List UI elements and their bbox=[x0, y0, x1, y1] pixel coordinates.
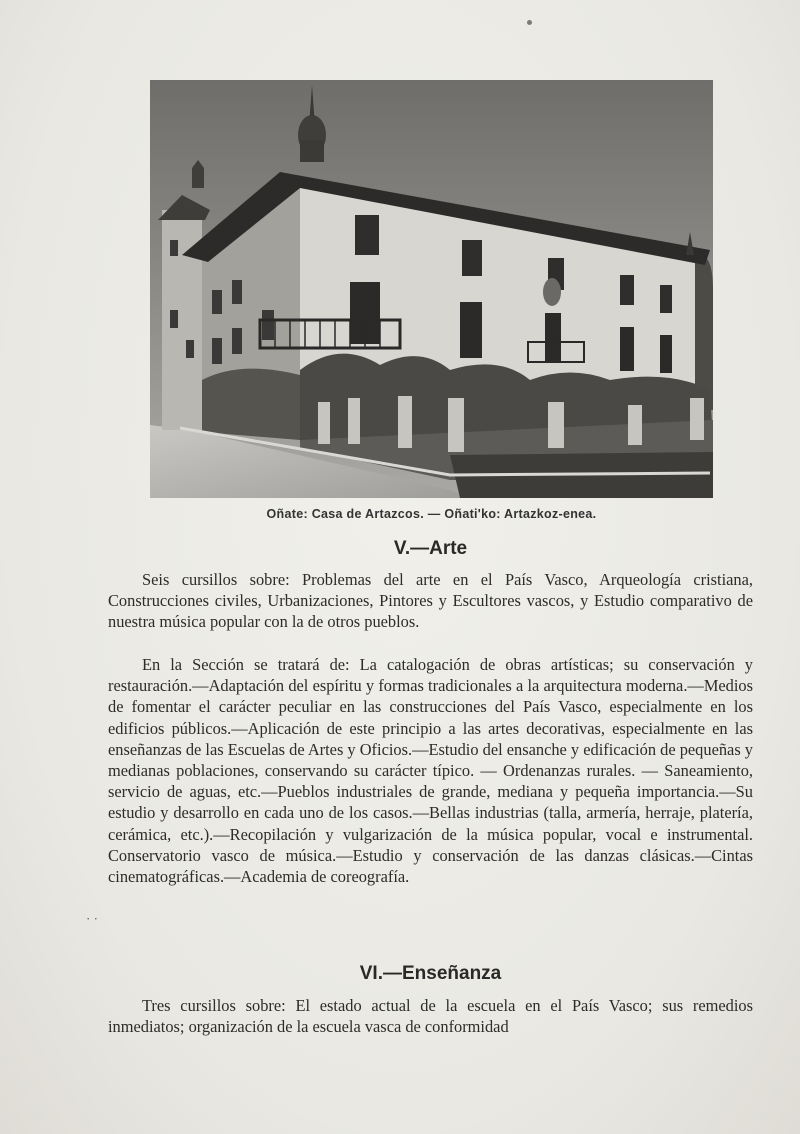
margin-mark: · · bbox=[86, 911, 98, 926]
paragraph-seccion-arte: En la Sección se tratará de: La catalogación de obras artísticas; su conservación y restauración.—Adaptación del espíritu y formas tradicionales a la arquitectura moderna.—Medios de fomentar el carácter peculiar en las construcciones del País Vasco, especialmente en los edificios públicos.—Aplicación de este principio a las artes decorativas, especialmente en las enseñanzas de las Escuelas de Artes y Oficios.—Estudio del ensanche y edificación de pequeñas y medianas poblaciones, conservando su carácter típico. — Ordenanzas rurales. — Saneamiento, servicio de aguas, etc.—Pueblos industriales de grande, mediana y pequeña importancia.—Su estudio y desarrollo en cada uno de los casos.—Bellas industrias (talla, armería, herraje, platería, cerámica, etc.).—Recopilación y vulgarización de la música popular, vocal e instrumental. Conservatorio vasco de música.—Estudio y conservación de las danzas clásicas.—Cintas cinematográficas.—Academia de coreografía. bbox=[108, 655, 753, 887]
section-heading-arte: V.—Arte bbox=[393, 538, 468, 559]
paragraph-cursillos-ensenanza: Tres cursillos sobre: El estado actual de la escuela en el País Vasco; sus remedios inmediatos; organización de la escuela vasca de conformidad bbox=[108, 996, 753, 1037]
section-heading-ensenanza: VI.—Enseñanza bbox=[359, 963, 502, 984]
ink-dot bbox=[527, 20, 532, 25]
paragraph-cursillos-arte: Seis cursillos sobre: Problemas del arte en el País Vasco, Arqueología cristiana, Construcciones civiles, Urbanizaciones, Pintores y Escultores vascos, y Estudio comparativo de nuestra música popular con la de otros pueblos. bbox=[108, 570, 753, 632]
house-photograph bbox=[150, 80, 713, 498]
photo-caption: Oñate: Casa de Artazcos. — Oñati'ko: Artazkoz-enea. bbox=[266, 507, 597, 521]
